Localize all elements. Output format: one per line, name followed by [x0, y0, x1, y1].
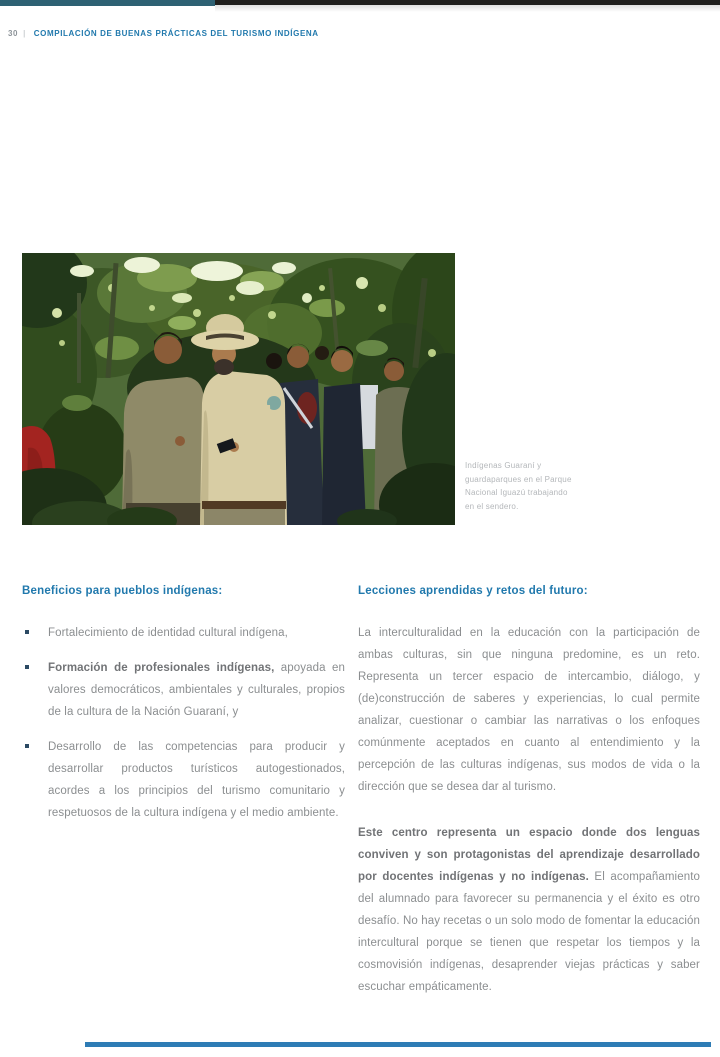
benefit-bullet-3-text: Desarrollo de las competencias para producir y desarrollar productos turísticos autogestionados, acordes a los principios del turismo comunitario y respetuosos de la cultura indígena y el medio ambiente.	[48, 741, 345, 819]
header-title: COMPILACIÓN DE BUENAS PRÁCTICAS DEL TURISMO INDÍGENA	[33, 29, 319, 38]
caption-line: Nacional Iguazú trabajando	[465, 488, 568, 497]
photo-caption	[465, 459, 610, 513]
benefit-bullet-2	[22, 657, 345, 723]
benefit-bullet-1	[22, 622, 345, 644]
forest-photo	[22, 253, 455, 525]
top-bar-shadow	[215, 5, 720, 12]
benefit-bullet-1-text: Fortalecimiento de identidad cultural indígena,	[48, 627, 288, 639]
top-teal-bar	[0, 0, 215, 6]
lessons-paragraph-2: Este centro representa un espacio donde dos lenguas conviven y son protagonistas del aprendizaje desarrollado por docentes indígenas y no indígenas. El acompañamiento del alumnado para favorecer su permanencia y el éxito es otro desafío. No hay recetas o un solo modo de fomentar la educación intercultural porque se tienen que respetar los tiempos y la cosmovisión indígenas, desaprender viejas prácticas y saber escuchar empáticamente.	[358, 827, 700, 993]
lessons-column	[358, 585, 700, 1022]
lessons-heading: Lecciones aprendidas y retos del futuro:	[358, 585, 588, 597]
caption-line: en el sendero.	[465, 501, 519, 511]
page-number: 30	[8, 29, 19, 38]
caption-line: guardaparques en el Parque	[465, 474, 572, 484]
bullet-square-icon	[25, 630, 29, 634]
benefits-column	[22, 585, 345, 837]
forest-photo-illustration	[22, 253, 455, 525]
running-header	[8, 29, 319, 38]
bullet-square-icon	[25, 665, 29, 669]
benefit-bullet-2-text: Formación de profesionales indígenas, apoyada en valores democráticos, ambientales y culturales, propios de la cultura de la Nación Guaraní, y	[48, 662, 346, 718]
footer-rule	[85, 1042, 711, 1047]
caption-line: Indígenas Guaraní y	[465, 461, 542, 470]
header-separator: |	[23, 29, 26, 38]
lessons-paragraph-1: La interculturalidad en la educación con la participación de ambas culturas, sin que ninguna predomine, es un reto. Representa un tercer espacio de intercambio, diálogo, y (de)construcción de saberes y experiencias, lo cual permite analizar, cuestionar o cambiar las narrativas o los enfoques comúnmente aceptados en cuanto al entendimiento y la percepción de las culturas indígenas, sus modos de vida o la dirección que se desea dar al turismo.	[358, 627, 700, 793]
benefits-heading: Beneficios para pueblos indígenas:	[22, 585, 223, 597]
bullet-square-icon	[25, 744, 29, 748]
benefit-bullet-3	[22, 736, 345, 824]
